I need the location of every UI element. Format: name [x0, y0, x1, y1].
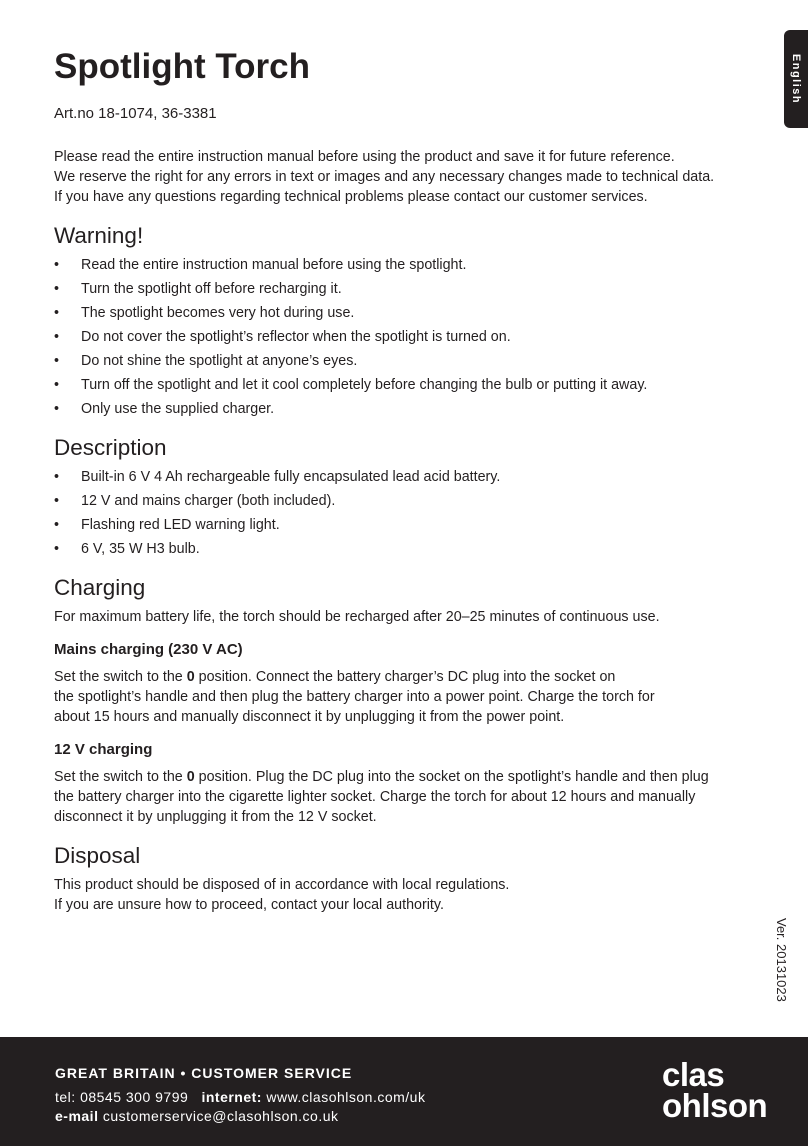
intro-line: Please read the entire instruction manual before using the product and save it for future reference. [54, 149, 675, 165]
text-span: Set the switch to the [54, 669, 187, 685]
intro-line: If you have any questions regarding technical problems please contact our customer services. [54, 189, 648, 205]
list-item: • Turn the spotlight off before recharging it. [54, 279, 754, 299]
v12-charging-line [54, 767, 754, 787]
disposal-line: This product should be disposed of in accordance with local regulations. [54, 877, 510, 893]
tel-label: tel: [55, 1089, 76, 1105]
list-item: • Only use the supplied charger. [54, 399, 754, 419]
intro-line: We reserve the right for any errors in text or images and any necessary changes made to technical data. [54, 169, 715, 185]
list-item: • 6 V, 35 W H3 bulb. [54, 539, 754, 559]
logo-line: clas [662, 1056, 725, 1093]
list-item: • The spotlight becomes very hot during use. [54, 303, 754, 323]
text-span: position. Connect the battery charger’s DC plug into the socket on [194, 669, 616, 685]
warning-list [54, 255, 754, 419]
manual-content [54, 44, 754, 915]
website-link[interactable]: www.clasohlson.com/uk [266, 1089, 426, 1105]
description-heading: Description [54, 435, 167, 460]
list-item: • Do not cover the spotlight’s reflector when the spotlight is turned on. [54, 327, 754, 347]
internet-label: internet: [201, 1089, 262, 1105]
text-span: position. Plug the DC plug into the socket on the spotlight’s handle and then plug [194, 769, 709, 785]
warning-heading: Warning! [54, 223, 144, 248]
article-number: Art.no 18-1074, 36-3381 [54, 105, 217, 122]
brand-logo [662, 1056, 768, 1124]
language-tab-label: English [790, 53, 802, 105]
mains-charging-line: about 15 hours and manually disconnect it by unplugging it from the power point. [54, 709, 565, 725]
charging-text: For maximum battery life, the torch should be recharged after 20–25 minutes of continuous use. [54, 609, 660, 625]
switch-position: 0 [186, 669, 195, 685]
tel-number[interactable]: 08545 300 9799 [80, 1089, 189, 1105]
switch-position: 0 [186, 769, 195, 785]
list-item: • Turn off the spotlight and let it cool completely before changing the bulb or putting it away. [54, 375, 754, 395]
footer-title: GREAT BRITAIN • CUSTOMER SERVICE [55, 1065, 353, 1081]
list-item: • Do not shine the spotlight at anyone’s eyes. [54, 351, 754, 371]
v12-charging-heading: 12 V charging [54, 741, 153, 758]
v12-charging-line: disconnect it by unplugging it from the 12 V socket. [54, 809, 377, 825]
mains-charging-line [54, 667, 754, 687]
version-label: Ver. 20131023 [774, 918, 789, 1002]
description-list [54, 467, 754, 559]
language-tab [784, 30, 808, 128]
mains-charging-heading: Mains charging (230 V AC) [54, 641, 243, 658]
footer [0, 1037, 808, 1146]
email-label: e-mail [55, 1108, 99, 1124]
list-item: • Built-in 6 V 4 Ah rechargeable fully encapsulated lead acid battery. [54, 467, 754, 487]
footer-email-line [55, 1108, 339, 1124]
charging-heading: Charging [54, 575, 146, 600]
page-title: Spotlight Torch [54, 47, 310, 86]
footer-contact-line [55, 1089, 425, 1105]
list-item: • Read the entire instruction manual before using the spotlight. [54, 255, 754, 275]
disposal-heading: Disposal [54, 843, 141, 868]
disposal-line: If you are unsure how to proceed, contact your local authority. [54, 897, 444, 913]
email-link[interactable]: customerservice@clasohlson.co.uk [102, 1108, 339, 1124]
intro-section [54, 147, 754, 207]
text-span: Set the switch to the [54, 769, 187, 785]
mains-charging-line: the spotlight’s handle and then plug the battery charger into a power point. Charge the torch for [54, 689, 655, 705]
list-item: • 12 V and mains charger (both included). [54, 491, 754, 511]
v12-charging-line: the battery charger into the cigarette lighter socket. Charge the torch for about 12 hours and manually [54, 789, 696, 805]
logo-line: ohlson [662, 1087, 768, 1124]
list-item: • Flashing red LED warning light. [54, 515, 754, 535]
